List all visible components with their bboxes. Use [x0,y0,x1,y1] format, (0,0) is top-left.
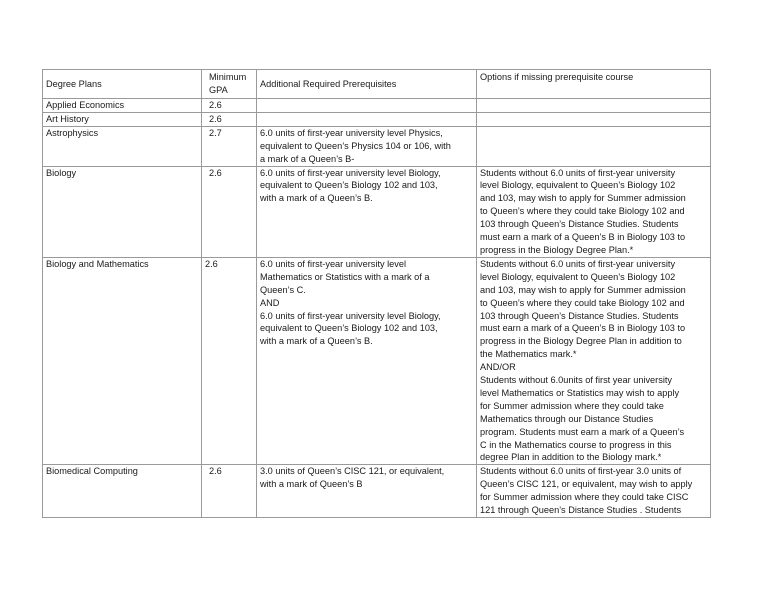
header-minimum-gpa [202,70,257,99]
prereq-cell [257,99,477,113]
gpa-cell: 2.6 [202,166,257,257]
table-row [43,166,711,257]
degree-cell: Art History [43,112,202,126]
header-additional-prerequisites: Additional Required Prerequisites [257,70,477,99]
degree-prerequisites-table [42,69,711,518]
header-row [43,70,711,99]
header-options-missing: Options if missing prerequisite course [477,70,711,99]
table-row [43,126,711,166]
table-row [43,257,711,465]
gpa-cell: 2.6 [202,99,257,113]
table-row [43,99,711,113]
header-minimum-gpa-line2: GPA [209,84,228,95]
prereq-cell: 6.0 units of first-year university level Physics, equivalent to Queen’s Physics 104 or 106, with a mark of a Queen’s B- [257,126,477,166]
degree-cell: Applied Economics [43,99,202,113]
options-cell: Students without 6.0 units of first-year 3.0 units of Queen’s CISC 121, or equivalent, may wish to apply for Summer admission where they could take CISC 121 through Queen’s Distance Studies . Students [477,465,711,518]
prereq-cell: 6.0 units of first-year university level Biology, equivalent to Queen’s Biology 102 and 103, with a mark of a Queen’s B. [257,166,477,257]
gpa-cell: 2.6 [202,465,257,518]
table-row [43,465,711,518]
options-cell [477,126,711,166]
gpa-cell: 2.6 [202,257,257,465]
options-cell: Students without 6.0 units of first-year university level Biology, equivalent to Queen’s Biology 102 and 103, may wish to apply for Summer admission to Queen’s where they could take Biology 102 and 103 through Queen’s Distance Studies. Students must earn a mark of a Queen’s B in Biology 103 to progress in the Biology Degree Plan.* [477,166,711,257]
degree-cell: Biology and Mathematics [43,257,202,465]
degree-cell: Biomedical Computing [43,465,202,518]
header-degree-plans: Degree Plans [43,70,202,99]
prereq-cell: 6.0 units of first-year university level Mathematics or Statistics with a mark of a Queen’s C. AND 6.0 units of first-year university level Biology, equivalent to Queen’s Biology 102 and 103, with a mark of a Queen’s B. [257,257,477,465]
header-minimum-gpa-line1: Minimum [209,72,247,82]
table-row [43,112,711,126]
options-cell [477,99,711,113]
gpa-cell: 2.7 [202,126,257,166]
options-cell: Students without 6.0 units of first-year university level Biology, equivalent to Queen’s Biology 102 and 103, may wish to apply for Summer admission to Queen’s where they could take Biology 102 and 103 through Queen’s Distance Studies. Students must earn a mark of a Queen’s B in Biology 103 to progress in the Biology Degree Plan in addition to the Mathematics mark.* AND/OR Students without 6.0units of first year university level Mathematics or Statistics may wish to apply for Summer admission where they could take Mathematics through our Distance Studies program. Students must earn a mark of a Queen’s C in the Mathematics course to progress in this degree Plan in addition to the Biology mark.* [477,257,711,465]
degree-cell: Astrophysics [43,126,202,166]
options-cell [477,112,711,126]
gpa-cell: 2.6 [202,112,257,126]
prereq-cell [257,112,477,126]
prereq-cell: 3.0 units of Queen’s CISC 121, or equivalent, with a mark of Queen’s B [257,465,477,518]
degree-cell: Biology [43,166,202,257]
